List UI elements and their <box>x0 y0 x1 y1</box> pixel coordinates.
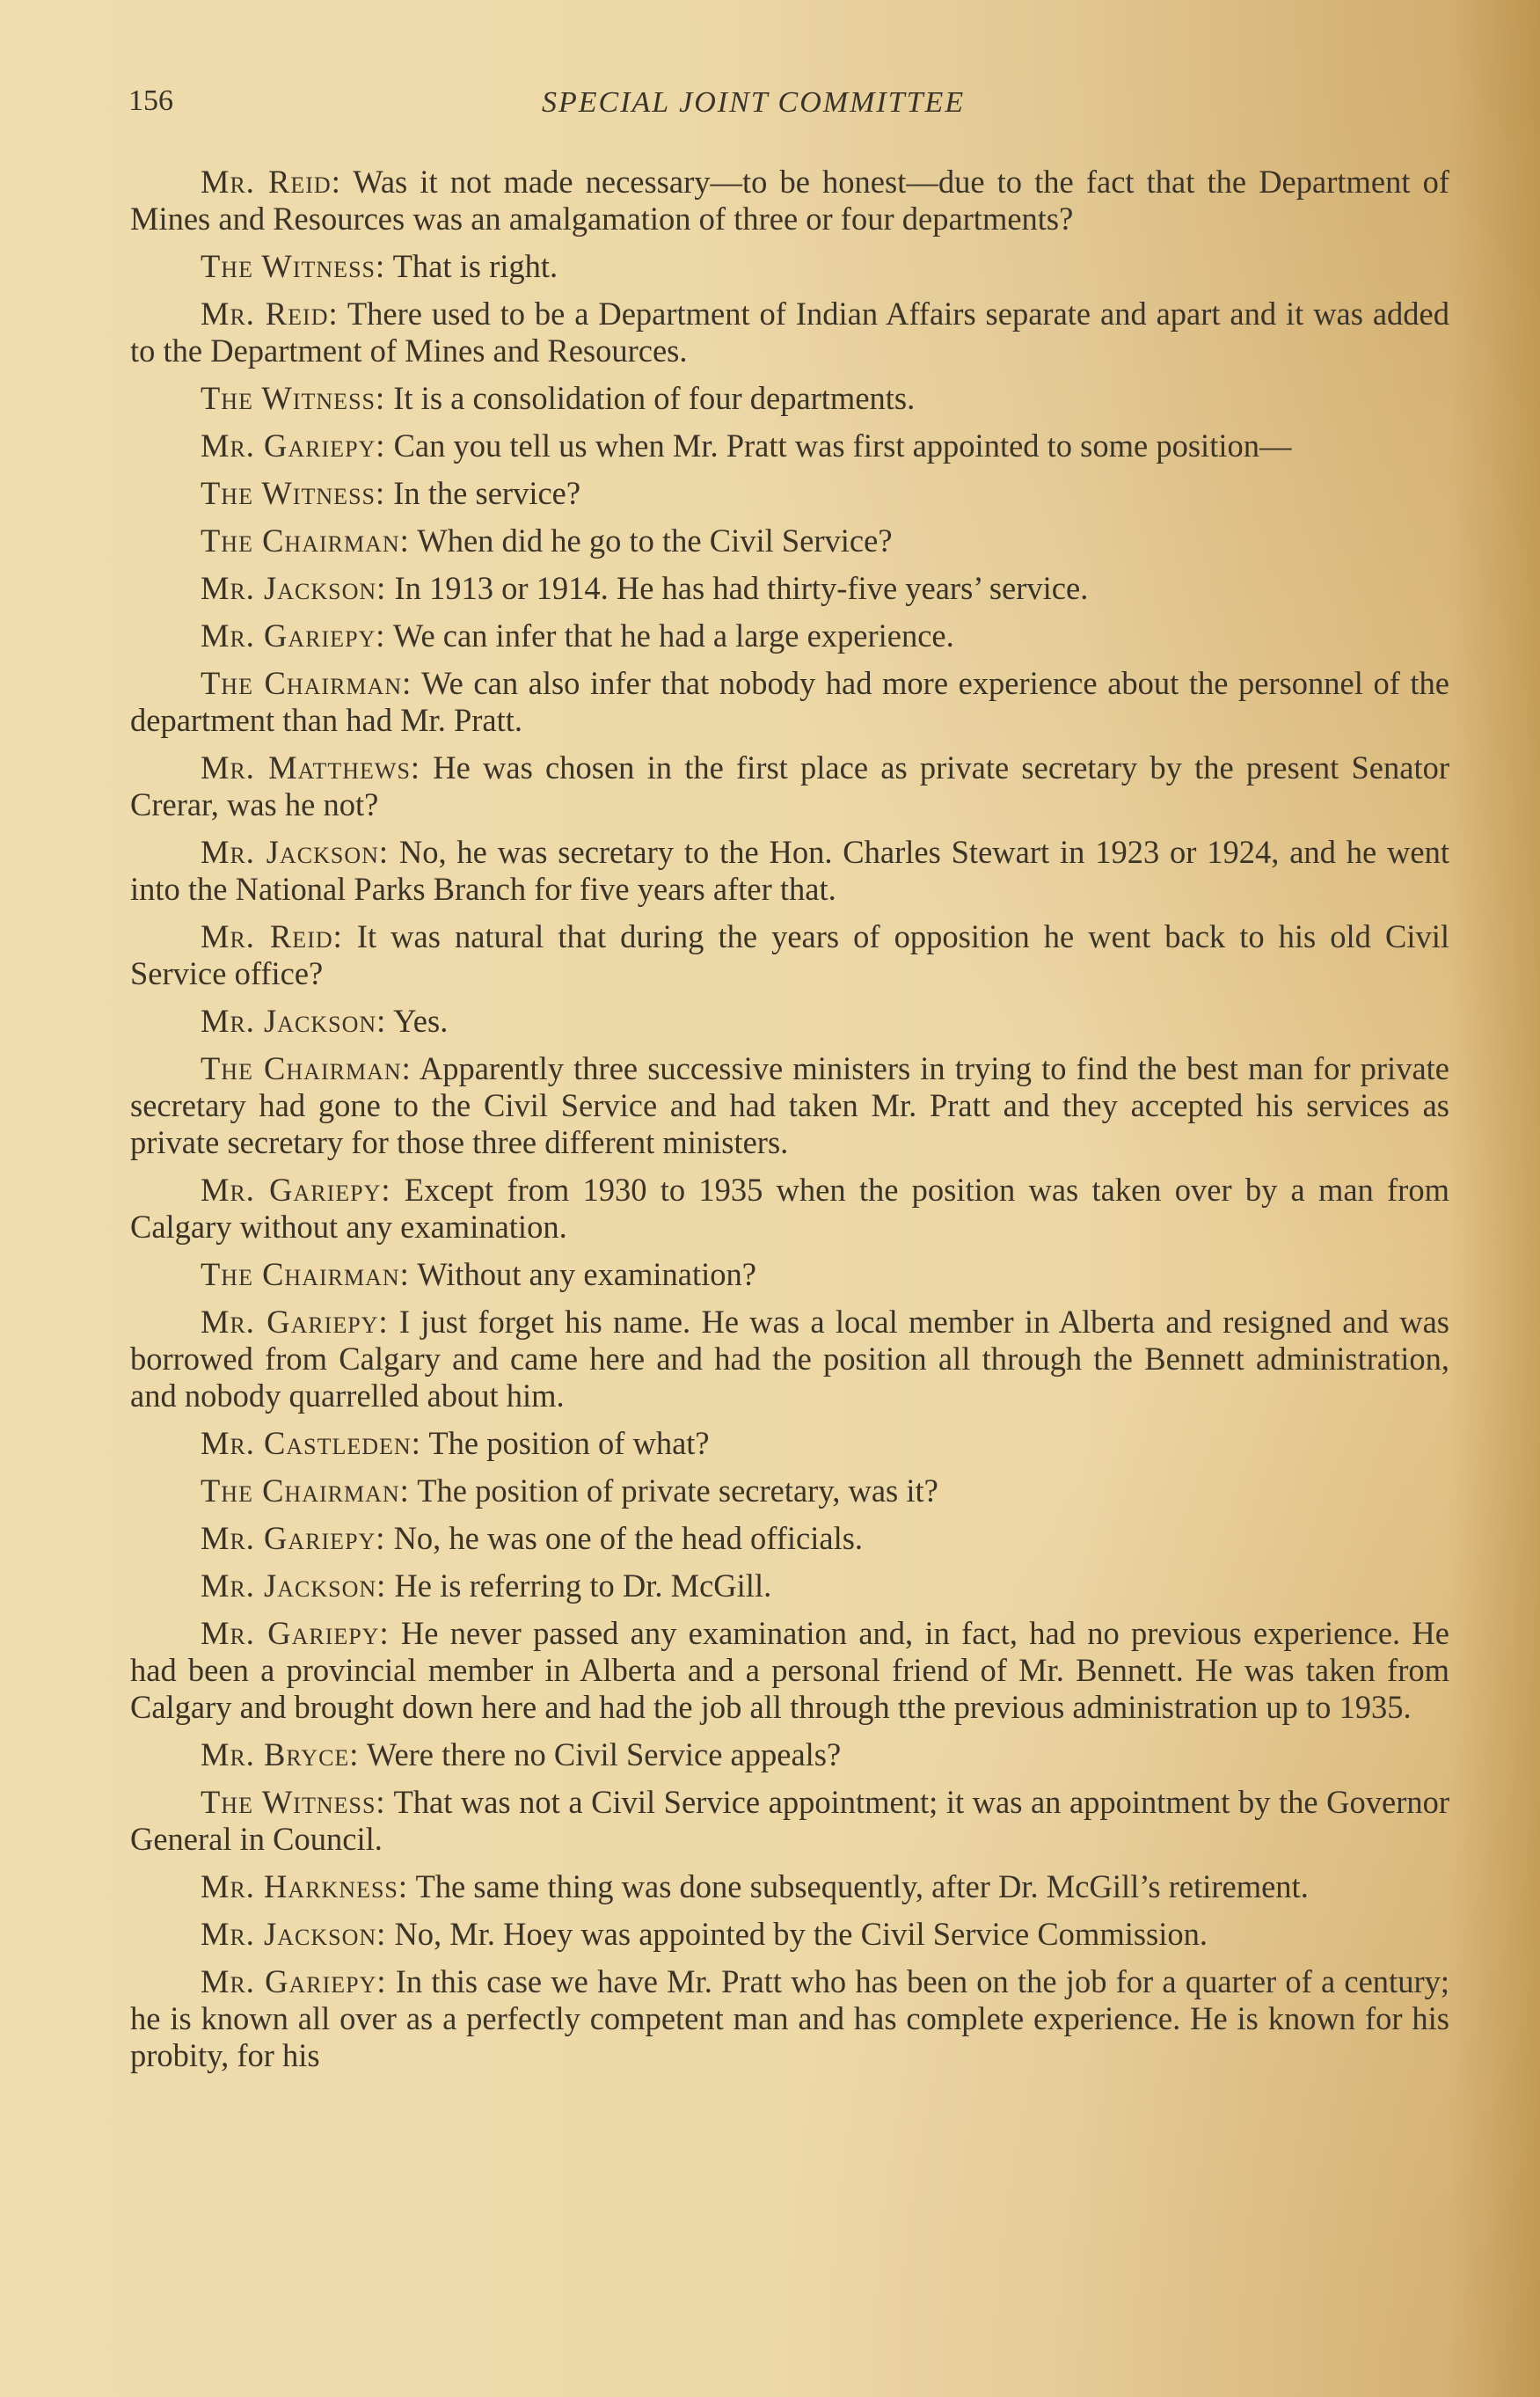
transcript-paragraph <box>130 523 1449 559</box>
speech-text: Were there no Civil Service appeals? <box>359 1736 842 1772</box>
speech-text: We can also infer that nobody had more experience about the personnel of the department than had Mr. Pratt. <box>130 665 1449 738</box>
speaker-name: Mr. Harkness: <box>201 1868 409 1904</box>
speaker-name: Mr. Reid: <box>201 918 343 954</box>
speaker-name: The Chairman: <box>201 523 410 559</box>
speech-text: Except from 1930 to 1935 when the position was taken over by a man from Calgary without any examination. <box>130 1172 1449 1245</box>
speaker-name: The Witness: <box>201 475 386 511</box>
speech-text: I just forget his name. He was a local member in Alberta and resigned and was borrowed from Calgary and came here and had the position all through the Bennett administration, and nobody quarrelled about him. <box>130 1304 1449 1414</box>
speaker-name: Mr. Jackson: <box>201 1568 387 1604</box>
speech-text: The same thing was done subsequently, after Dr. McGill’s retirement. <box>408 1868 1309 1904</box>
transcript-paragraph <box>130 1963 1449 2074</box>
transcript-paragraph <box>130 1868 1449 1905</box>
speaker-name: Mr. Bryce: <box>201 1736 360 1772</box>
speaker-name: The Chairman: <box>201 1050 412 1086</box>
transcript-paragraph <box>130 1916 1449 1953</box>
speaker-name: Mr. Matthews: <box>201 749 421 786</box>
speaker-name: The Chairman: <box>201 1256 410 1292</box>
speaker-name: Mr. Jackson: <box>201 1003 387 1039</box>
transcript-paragraph <box>130 1003 1449 1040</box>
speech-text: In the service? <box>385 475 581 511</box>
page-number: 156 <box>128 84 173 117</box>
speaker-name: The Witness: <box>201 1784 386 1820</box>
speech-text: Without any examination? <box>409 1256 756 1292</box>
speaker-name: Mr. Reid: <box>201 296 339 332</box>
speech-text: That was not a Civil Service appointment; it was an appointment by the Governor General in Council. <box>130 1784 1449 1857</box>
transcript-paragraph <box>130 380 1449 417</box>
transcript-paragraph <box>130 618 1449 654</box>
transcript-paragraph <box>130 1568 1449 1604</box>
speaker-name: Mr. Gariepy: <box>201 1172 391 1208</box>
speaker-name: Mr. Gariepy: <box>201 1963 387 1999</box>
speaker-name: The Chairman: <box>201 1473 410 1509</box>
speech-text: Apparently three successive ministers in trying to find the best man for private secretary had gone to the Civil Service and had taken Mr. Pratt and they accepted his services as private secretary for those three different ministers. <box>130 1050 1449 1160</box>
speech-text: It was natural that during the years of opposition he went back to his old Civil Service office? <box>130 918 1449 991</box>
speech-text: Yes. <box>386 1003 449 1039</box>
speaker-name: Mr. Castleden: <box>201 1425 421 1461</box>
transcript-paragraph <box>130 1615 1449 1726</box>
speaker-name: Mr. Jackson: <box>201 570 387 606</box>
speech-text: In 1913 or 1914. He has had thirty-five years’ service. <box>386 570 1089 606</box>
transcript-paragraph <box>130 1473 1449 1509</box>
speech-text: We can infer that he had a large experience. <box>385 618 954 654</box>
transcript-paragraph <box>130 1784 1449 1858</box>
transcript-paragraph <box>130 834 1449 908</box>
transcript-paragraph <box>130 749 1449 823</box>
speech-text: Can you tell us when Mr. Pratt was first appointed to some position— <box>385 428 1292 464</box>
transcript-paragraph <box>130 1425 1449 1462</box>
transcript-paragraph <box>130 164 1449 238</box>
transcript-body <box>130 164 1449 2085</box>
speech-text: The position of what? <box>420 1425 710 1461</box>
speech-text: No, he was secretary to the Hon. Charles Stewart in 1923 or 1924, and he went into the National Parks Branch for five years after that. <box>130 834 1449 907</box>
transcript-paragraph <box>130 475 1449 512</box>
transcript-paragraph <box>130 1304 1449 1414</box>
speech-text: Was it not made necessary—to be honest—due to the fact that the Department of Mines and Resources was an amalgamation of three or four departments? <box>130 164 1449 237</box>
page-header <box>128 84 1448 137</box>
transcript-paragraph <box>130 918 1449 992</box>
speaker-name: Mr. Gariepy: <box>201 1304 389 1340</box>
speech-text: He was chosen in the first place as private secretary by the present Senator Crerar, was he not? <box>130 749 1449 822</box>
speaker-name: Mr. Reid: <box>201 164 341 200</box>
speech-text: There used to be a Department of Indian Affairs separate and apart and it was added to the Department of Mines and Resources. <box>130 296 1449 369</box>
speaker-name: The Chairman: <box>201 665 412 701</box>
transcript-paragraph <box>130 665 1449 739</box>
speaker-name: Mr. Jackson: <box>201 1916 387 1952</box>
speech-text: In this case we have Mr. Pratt who has been on the job for a quarter of a century; he is known all over as a perfectly competent man and has complete experience. He is known for his probity, for his <box>130 1963 1449 2073</box>
speaker-name: Mr. Gariepy: <box>201 1615 390 1651</box>
speech-text: No, he was one of the head officials. <box>385 1520 864 1556</box>
speaker-name: Mr. Jackson: <box>201 834 390 870</box>
running-title: SPECIAL JOINT COMMITTEE <box>542 86 966 119</box>
speaker-name: The Witness: <box>201 248 386 284</box>
speech-text: When did he go to the Civil Service? <box>409 523 893 559</box>
transcript-paragraph <box>130 1050 1449 1161</box>
transcript-paragraph <box>130 1520 1449 1557</box>
transcript-paragraph <box>130 428 1449 464</box>
transcript-paragraph <box>130 1256 1449 1293</box>
speech-text: He is referring to Dr. McGill. <box>386 1568 772 1604</box>
speech-text: It is a consolidation of four departments. <box>385 380 916 416</box>
speech-text: The position of private secretary, was it? <box>409 1473 938 1509</box>
speech-text: No, Mr. Hoey was appointed by the Civil Service Commission. <box>386 1916 1208 1952</box>
transcript-paragraph <box>130 570 1449 607</box>
speaker-name: Mr. Gariepy: <box>201 428 386 464</box>
transcript-paragraph <box>130 1736 1449 1773</box>
speaker-name: Mr. Gariepy: <box>201 618 386 654</box>
transcript-paragraph <box>130 296 1449 369</box>
transcript-paragraph <box>130 248 1449 285</box>
speaker-name: The Witness: <box>201 380 386 416</box>
speech-text: He never passed any examination and, in fact, had no previous experience. He had been a provincial member in Alberta and a personal friend of Mr. Bennett. He was taken from Calgary and brought down here and had the job all through tthe previous administration up to 1935. <box>130 1615 1449 1725</box>
speaker-name: Mr. Gariepy: <box>201 1520 386 1556</box>
transcript-paragraph <box>130 1172 1449 1246</box>
speech-text: That is right. <box>385 248 558 284</box>
